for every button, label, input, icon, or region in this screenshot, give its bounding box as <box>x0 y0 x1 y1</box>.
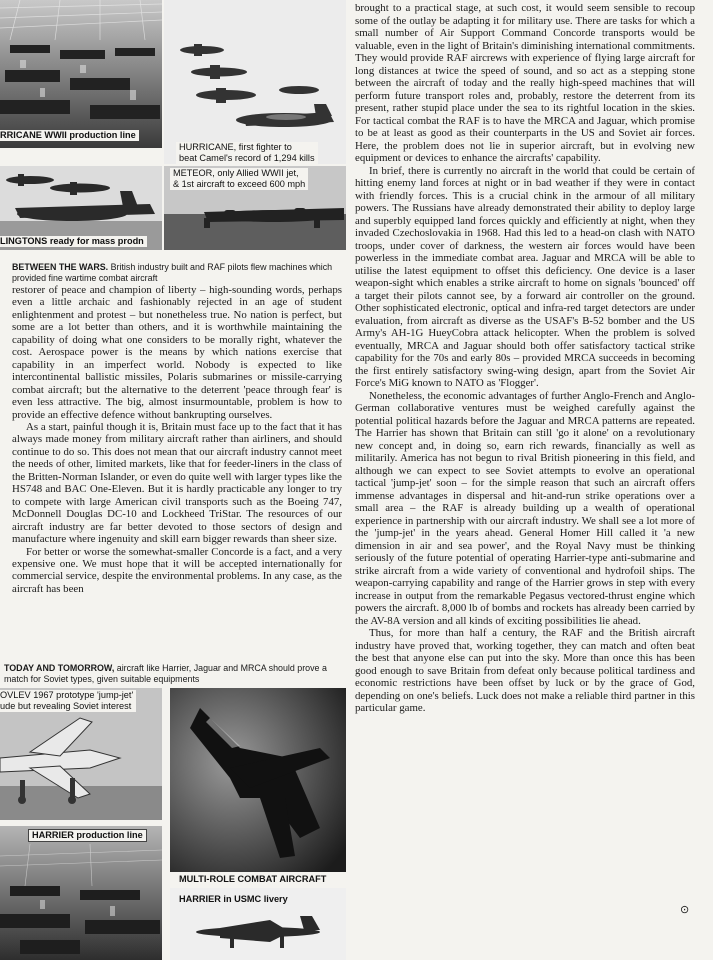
photo-multi-role-combat-aircraft <box>170 688 346 872</box>
left-paragraph-2: As a start, painful though it is, Britain must face up to the fact that it has always made money from military aircraft rather than airliners, and should continue to do so. This does not mean that our aircraft industry cannot meet the needs of other, limited markets, like that for feeder-liners in the class of the Britten-Norman Islander, or even do quite well with larger types like the HS748 and BAC One-Eleven. But it is hardly practicable any longer to try to compete with large American civil transports such as the Boeing 747, McDonnell Douglas DC-10 and Lockheed TriStar. The resources of our aircraft industry are far better devoted to those sectors of design and manufacture where ingenuity and skill earn bigger rewards than sheer size. <box>12 420 342 546</box>
section-today-and-tomorrow <box>4 663 344 684</box>
section-between-the-wars-head: BETWEEN THE WARS. <box>12 262 109 272</box>
right-paragraph-1: brought to a practical stage, at such cost, it would seem sensible to recoup some of the outlay be adapting it for military use. There are tasks for which a small number of Air Support Command Concorde transports would be valuable, even in the light of Britain's diminishing international commitments. They would provide RAF aircrews with experience of flying large aircraft for long distances at twice the speed of sound, and so act as a stepping stone between the aircraft of today and the really high-speed machines that will perform future transport roles and, probably, restore the deterrent from its present, rather stupid place under the sea to its rightful location in the skies. For tactical combat the RAF is to have the MRCA and Jaguar, which promise to be at least as good as their counterparts in the US and Soviet air forces. Here, the problem does not lie in superior aircraft, but in evolving new equipment or devices to enhance the aircrafts' capability. <box>355 2 695 164</box>
caption-hurricane-production-line: RRICANE WWII production line <box>0 130 139 141</box>
section-between-the-wars-text: British industry built and RAF pilots flew machines which provided fine wartime combat aircraft <box>12 262 333 283</box>
right-column-text <box>355 2 695 715</box>
photo-harrier-production-line <box>0 826 162 960</box>
right-paragraph-4: Thus, for more than half a century, the RAF and the British aircraft industry have proved that, working together, they can match and often beat the best that anyone else can put into the sky. More than once this has been good enough to save Britain from defeat only because political tardiness and economic restrictions have been offset by luck or by the grace of God, depending on one's beliefs. Luck does not make a reliable third partner in this particular game. <box>355 627 695 714</box>
photo-hurricane-fighters <box>164 0 346 164</box>
section-between-the-wars <box>12 262 342 283</box>
caption-hurricane-fighter: HURRICANE, first fighter to beat Camel's record of 1,294 kills <box>176 142 318 164</box>
end-of-article-mark: ⊙ <box>680 904 690 916</box>
caption-harrier-production-line: HARRIER production line <box>28 829 147 842</box>
right-paragraph-3: Nonetheless, the economic advantages of further Anglo-French and Anglo-German collaborative ventures must be weighed carefully against the potential political hazards before the Jaguar and MRCA patterns are repeated. The Harrier has shown that Britain can still 'go it alone' on a revolutionary new concept and, in doing so, earn rich rewards, financially as well as militarily. America has not begun to rival British pioneering in this field, and although we can expect to see Soviet attempts to evolve an operational tactical 'jump-jet' soon – for the simple reason that such an aircraft offers immense advantages in dispersal and hit-and-run strike operations over a small area – the RAF is already building up a wealth of operational experience in partnership with our aircraft industry. We shall see a lot more of the 'jump-jet' in the years ahead. General Homer Hill called it 'a new dimension in air and sea power', and the Royal Navy must be thinking seriously of the future potential of operating Harrier-type anti-submarine and strike aircraft from a wide variety of conventional and hydrofoil ships. The weapon-carrying capability and range of the Harrier grows in step with every increase in output from the remarkable Pegasus vectored-thrust engine which powers the aircraft. 8,000 lb of bombs and rockets has already been carried by the AV-8A version and all kinds of exciting possibilities lie ahead. <box>355 389 695 627</box>
caption-wellingtons: LINGTONS ready for mass prodn <box>0 236 147 247</box>
left-column-text <box>12 284 342 595</box>
section-today-and-tomorrow-head: TODAY AND TOMORROW, <box>4 663 115 673</box>
section-today-and-tomorrow-text: aircraft like Harrier, Jaguar and MRCA should prove a match for Soviet types, given suitable equipments <box>4 663 327 684</box>
caption-meteor: METEOR, only Allied WWII jet, & 1st aircraft to exceed 600 mph <box>170 168 308 190</box>
caption-multi-role-combat: MULTI-ROLE COMBAT AIRCRAFT <box>179 874 327 884</box>
left-paragraph-3: For better or worse the somewhat-smaller Concorde is a fact, and a very expensive one. We must hope that it will be accepted internationally for commercial service, despite the environmental problems. In any case, as the aircraft has been <box>12 545 342 595</box>
caption-yakovlev: OVLEV 1967 prototype 'jump-jet' ude but revealing Soviet interest <box>0 690 136 712</box>
photo-hurricane-production-line <box>0 0 162 148</box>
left-paragraph-1: restorer of peace and champion of liberty – high-sounding words, perhaps even a little archaic and fashionably rejected in an age of student enlightenment and protest – but nonetheless true. No nation is perfect, but some are a lot better than others, and it is worthwhile maintaining the capability of doing what one considers to be morally right, whatever the cost. Aerospace power is the means by which nations exercise that capability in an imperfect world. Nobody is expected to like intercontinental ballistic missiles, Polaris submarines or missile-carrying combat aircraft; but the alternative to the deterrent 'peace through fear' is even less attractive. The big, almost insurmountable, problem is how to provide an effective defence without bankrupting ourselves. <box>12 284 342 421</box>
caption-harrier-usmc: HARRIER in USMC livery <box>179 894 288 904</box>
right-paragraph-2: In brief, there is currently no aircraft in the world that could be certain of hitting enemy land forces at night or in bad weather if they were in contact with friendly forces. This is a crucial chink in the armour of all military powers. The Russians have already demonstrated their ability to deploy large and superbly equipped land forces quickly and efficiently at night, when they invaded Czechoslovakia in 1968. Had this led to a head-on clash with NATO troops, under cover of darkness, the western air forces would have been powerless in the immediate combat area. Jaguar and MRCA will be able to utilise the latest equipment to offset this deficiency. One device is a laser weapon-sight which enables a strike aircraft to home on signals 'bounced' off a target their pilots cannot see, by a forward air controller on the ground. Other sophisticated electronic, optical and infra-red target detectors are under evaluation, from aircraft as diverse as the USAF's B-52 bomber and the US Army's AH-1G HueyCobra attack helicopter. When the problem is solved eventually, MRCA and Jaguar should both offer satisfactory tactical strike capability for the 70s and early 80s – provided MRCA succeeds in becoming the first entirely satisfactory swing-wing design, apart from the Soviet Air Force's MiG known to NATO as 'Flogger'. <box>355 164 695 389</box>
